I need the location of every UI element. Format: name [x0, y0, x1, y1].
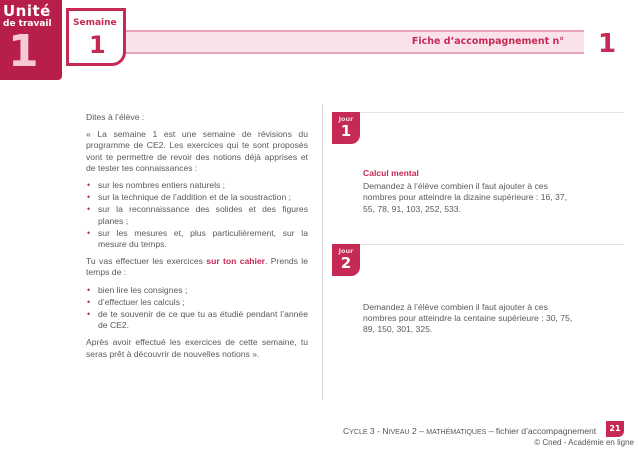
closing-text: Après avoir effectué les exercices de cette semaine, tu seras prêt à découvrir de nouvelles notions ». [86, 337, 308, 359]
list-item: • sur les mesures et, plus particulièrement, sur la mesure du temps. [87, 227, 308, 250]
jour-number: 2 [340, 254, 352, 272]
bullet-icon: • [87, 296, 91, 307]
unit-tab [0, 0, 62, 80]
jour-badge-2 [332, 244, 360, 276]
unit-subtitle: de travail [3, 19, 52, 29]
fiche-number: 1 [597, 29, 617, 59]
cahier-text: Tu vas effectuer les exercices sur ton cahier. Prends le temps de : [86, 256, 308, 278]
list-item: • d’effectuer les calculs ; [87, 296, 185, 307]
page-number: 21 [606, 421, 624, 437]
semaine-tab [66, 8, 126, 66]
list-item: • sur la reconnaissance des solides et des figures planes ; [87, 204, 308, 226]
cahier-emphasis: sur ton cahier [206, 256, 266, 267]
jour-divider [332, 112, 624, 113]
fiche-label: Fiche d’accompagnement n° [411, 36, 564, 47]
list-item: • bien lire les consignes ; [87, 284, 188, 295]
bullet-icon: • [87, 192, 91, 203]
calcul-mental-title: Calcul mental [363, 168, 419, 178]
tips-list [86, 285, 308, 332]
instructions-column [86, 112, 308, 366]
bullet-icon: • [87, 204, 91, 215]
bullet-icon: • [87, 180, 91, 191]
jour-2-text: Demandez à l’élève combien il faut ajouter à ces nombres pour atteindre la centaine supérieure : 30, 75, 89, 150, 301, 325. [363, 302, 573, 335]
jour-number: 1 [340, 122, 352, 140]
fiche-number-box [584, 22, 630, 66]
bullet-icon: • [87, 309, 91, 320]
jour-badge-1 [332, 112, 360, 144]
jour-2-content [363, 302, 581, 336]
unit-number: 1 [8, 26, 39, 77]
quote-text: « La semaine 1 est une semaine de révisions du programme de CE2. Les exercices qui te sont proposés vont te permettre de revoir des notions déjà apprises et de tester tes connaissances : [86, 129, 308, 173]
jour-1-content [363, 168, 581, 215]
semaine-number: 1 [89, 31, 106, 59]
jour-divider [332, 244, 624, 245]
jour-label: Jour [338, 247, 354, 255]
semaine-label: Semaine [73, 18, 117, 28]
bullet-icon: • [87, 227, 91, 238]
unit-word: Unité [3, 2, 51, 20]
revision-list [86, 180, 308, 250]
bullet-icon: • [87, 284, 91, 295]
intro-text: Dites à l’élève : [86, 112, 145, 122]
column-divider [322, 104, 323, 400]
jour-label: Jour [338, 115, 354, 123]
footer-title: CYCLE 3 - NIVEAU 2 – MATHÉMATIQUES – fichier d’accompagnement [343, 426, 597, 436]
header-band [126, 30, 584, 54]
list-item: • sur les nombres entiers naturels ; [87, 180, 226, 191]
jour-1-text: Demandez à l’élève combien il faut ajouter à ces nombres pour atteindre la dizaine supérieure : 16, 37, 55, 78, 91, 103, 252, 533. [363, 181, 567, 214]
list-item: • sur la technique de l’addition et de la soustraction ; [87, 192, 292, 203]
copyright: © Cned - Académie en ligne [534, 438, 634, 447]
list-item: • de te souvenir de ce que tu as étudié pendant l’année de CE2. [87, 309, 308, 331]
